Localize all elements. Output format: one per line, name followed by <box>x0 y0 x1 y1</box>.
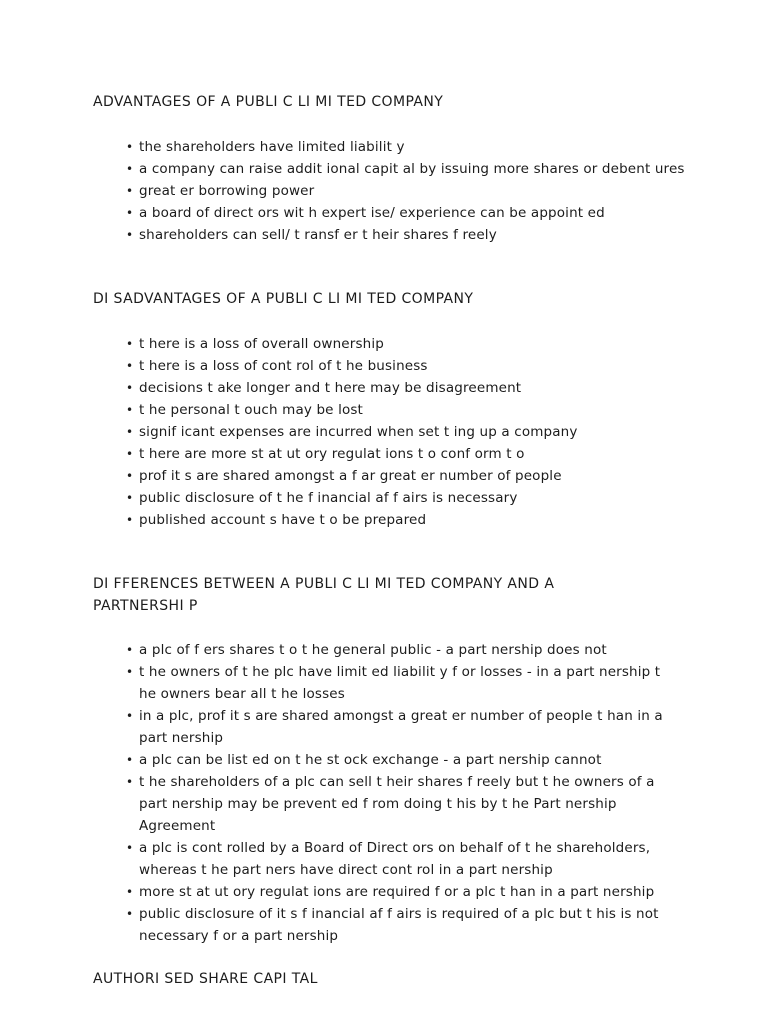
list-item: • a plc of f ers shares t o t he general public - a part nership does not <box>126 639 666 661</box>
list-item: • t here are more st at ut ory regulat ions t o conf orm t o <box>126 443 686 465</box>
advantages-list <box>126 136 686 246</box>
list-item: • public disclosure of it s f inancial af f airs is required of a plc but t his is not necessary f or a part nership <box>126 903 666 947</box>
disadvantages-list <box>126 333 686 531</box>
differences-list <box>126 639 666 947</box>
advantages-heading: ADVANTAGES OF A PUBLI C LI MI TED COMPANY <box>93 94 444 110</box>
list-item: • a plc can be list ed on t he st ock exchange - a part nership cannot <box>126 749 666 771</box>
list-item: • shareholders can sell/ t ransf er t heir shares f reely <box>126 224 686 246</box>
list-item: • public disclosure of t he f inancial af f airs is necessary <box>126 487 686 509</box>
list-item: • great er borrowing power <box>126 180 686 202</box>
list-item: • t here is a loss of overall ownership <box>126 333 686 355</box>
list-item: • a company can raise addit ional capit al by issuing more shares or debent ures <box>126 158 686 180</box>
list-item: • t he shareholders of a plc can sell t heir shares f reely but t he owners of a part nership may be prevent ed f rom doing t his by t he Part nership Agreement <box>126 771 666 837</box>
list-item: • t here is a loss of cont rol of t he business <box>126 355 686 377</box>
list-item: • t he owners of t he plc have limit ed liabilit y f or losses - in a part nership t he owners bear all t he losses <box>126 661 666 705</box>
list-item: • more st at ut ory regulat ions are required f or a plc t han in a part nership <box>126 881 666 903</box>
differences-heading: DI FFERENCES BETWEEN A PUBLI C LI MI TED COMPANY AND A PARTNERSHI P <box>93 576 555 614</box>
list-item: • the shareholders have limited liabilit y <box>126 136 686 158</box>
list-item: • t he personal t ouch may be lost <box>126 399 686 421</box>
list-item: • signif icant expenses are incurred when set t ing up a company <box>126 421 686 443</box>
list-item: • decisions t ake longer and t here may be disagreement <box>126 377 686 399</box>
disadvantages-heading: DI SADVANTAGES OF A PUBLI C LI MI TED COMPANY <box>93 291 474 307</box>
authorised-share-capital-heading: AUTHORI SED SHARE CAPI TAL <box>93 971 318 987</box>
list-item: • prof it s are shared amongst a f ar great er number of people <box>126 465 686 487</box>
list-item: • published account s have t o be prepared <box>126 509 686 531</box>
list-item: • in a plc, prof it s are shared amongst a great er number of people t han in a part nership <box>126 705 666 749</box>
list-item: • a plc is cont rolled by a Board of Direct ors on behalf of t he shareholders, whereas t he part ners have direct cont rol in a part nership <box>126 837 666 881</box>
list-item: • a board of direct ors wit h expert ise/ experience can be appoint ed <box>126 202 686 224</box>
